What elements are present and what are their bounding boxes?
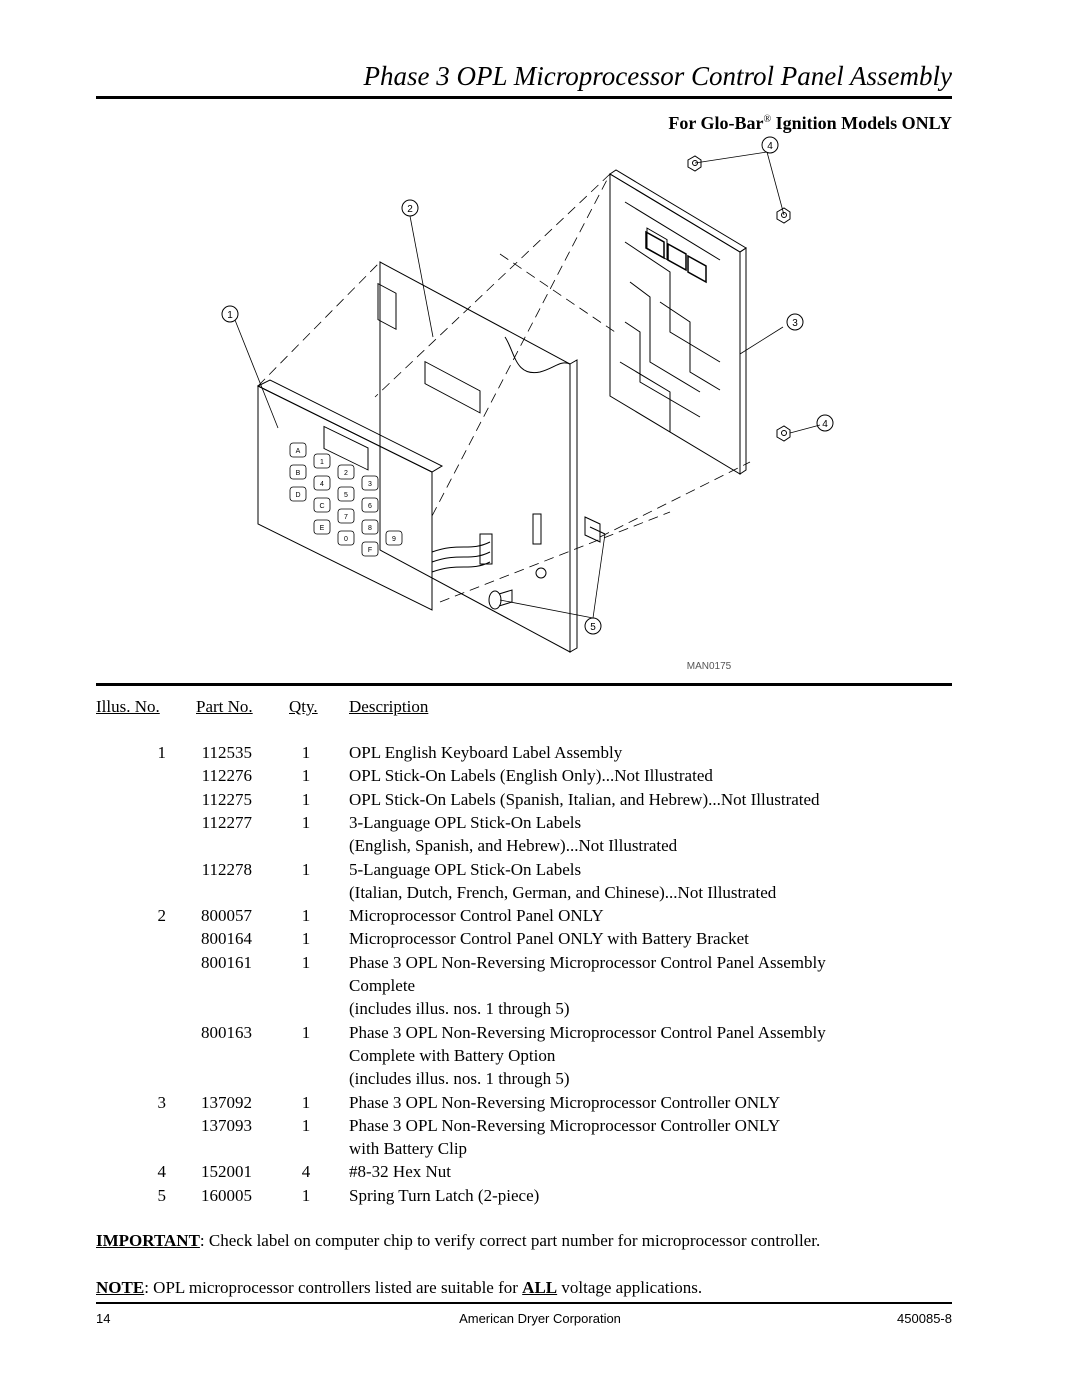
cell-part-no: 160005 <box>201 1185 252 1205</box>
cell-description: Phase 3 OPL Non-Reversing Microprocessor Controller ONLY <box>349 1092 781 1112</box>
hex-nut-bottom-right <box>777 426 790 441</box>
table-row <box>0 881 1080 904</box>
cell-part-no: 152001 <box>201 1162 252 1182</box>
hex-nut-top-right <box>777 208 790 223</box>
table-row <box>0 834 1080 857</box>
cell-qty: 1 <box>301 766 311 786</box>
keypad-key <box>362 498 378 512</box>
keypad-key-label: 6 <box>368 503 372 510</box>
cell-qty: 1 <box>301 859 311 879</box>
keypad-key-label: 8 <box>368 525 372 532</box>
callout-3: 3 <box>792 318 798 329</box>
table-row <box>0 904 1080 927</box>
header-illus-no: Illus. No. <box>96 697 160 716</box>
footer-rule <box>96 1302 952 1304</box>
important-label: IMPORTANT <box>96 1231 200 1250</box>
registered-mark: ® <box>763 114 772 125</box>
cell-qty: 1 <box>301 1115 311 1135</box>
cell-part-no: 112276 <box>201 766 252 786</box>
spring-turn-latch <box>489 517 605 609</box>
drawing-code: MAN0175 <box>686 661 732 672</box>
cell-description: with Battery Clip <box>349 1139 468 1159</box>
table-row <box>0 1114 1080 1137</box>
exploded-assembly-diagram <box>200 132 900 677</box>
control-panel <box>378 262 577 652</box>
header-description: Description <box>349 697 429 716</box>
cell-part-no: 800163 <box>201 1022 252 1042</box>
callout-5: 5 <box>590 622 596 633</box>
keypad-key-label: 2 <box>344 470 348 477</box>
keypad-key <box>338 509 354 523</box>
keypad-key <box>362 542 378 556</box>
cell-description: Complete with Battery Option <box>349 1045 556 1065</box>
cell-part-no: 800057 <box>201 906 252 926</box>
cell-description: 5-Language OPL Stick-On Labels <box>349 859 582 879</box>
keypad-key-label: A <box>295 448 301 455</box>
table-row <box>0 1184 1080 1207</box>
keypad-key-label: D <box>295 492 301 499</box>
note-text-1: : OPL microprocessor controllers listed are suitable for <box>144 1278 523 1297</box>
header-qty: Qty. <box>289 697 318 716</box>
important-text: : Check label on computer chip to verify correct part number for microprocessor controller. <box>199 1231 821 1250</box>
alignment-lines <box>258 174 750 602</box>
table-row <box>0 997 1080 1020</box>
page-subtitle <box>96 108 952 135</box>
cell-description: (includes illus. nos. 1 through 5) <box>349 999 570 1019</box>
callout-2: 2 <box>407 204 413 215</box>
cell-description: OPL Stick-On Labels (English Only)...Not Illustrated <box>349 766 713 786</box>
keypad-key <box>362 520 378 534</box>
cell-part-no: 112278 <box>201 859 252 879</box>
cell-illus-no: 5 <box>157 1185 166 1205</box>
keypad-key-label: C <box>319 503 325 510</box>
keypad-key <box>290 443 306 457</box>
keypad-key <box>314 476 330 490</box>
keypad-key-label: 0 <box>344 536 348 543</box>
table-row <box>0 1160 1080 1183</box>
leader-lines <box>235 152 820 618</box>
table-row <box>0 764 1080 787</box>
cell-qty: 1 <box>301 906 311 926</box>
cell-qty: 1 <box>301 952 311 972</box>
cell-description: Phase 3 OPL Non-Reversing Microprocessor Control Panel Assembly <box>349 1022 826 1042</box>
callout-4a: 4 <box>767 141 773 152</box>
document-number: 450085-8 <box>897 1311 952 1326</box>
subtitle-rest: Ignition Models ONLY <box>771 113 952 133</box>
cell-part-no: 800164 <box>201 929 252 949</box>
company-name: American Dryer Corporation <box>459 1311 621 1326</box>
cell-qty: 1 <box>301 812 311 832</box>
page-title: Phase 3 OPL Microprocessor Control Panel Assembly <box>363 61 952 91</box>
cell-illus-no: 3 <box>157 1092 166 1112</box>
cell-description: (includes illus. nos. 1 through 5) <box>349 1069 570 1089</box>
cell-description: #8-32 Hex Nut <box>349 1162 451 1182</box>
note-label: NOTE <box>96 1278 145 1297</box>
table-row <box>0 741 1080 764</box>
keypad-key-label: E <box>319 525 325 532</box>
cell-qty: 1 <box>301 1022 311 1042</box>
keypad-key-label: 9 <box>392 536 396 543</box>
cell-description: (English, Spanish, and Hebrew)...Not Illustrated <box>349 836 678 856</box>
general-note <box>96 1277 996 1299</box>
keypad-key <box>314 454 330 468</box>
keypad-key-label: 3 <box>368 481 372 488</box>
keypad <box>290 443 402 556</box>
table-row <box>0 1044 1080 1067</box>
cell-part-no: 112535 <box>201 743 252 762</box>
cell-description: Phase 3 OPL Non-Reversing Microprocessor Control Panel Assembly <box>349 952 826 972</box>
note-text-2: voltage applications. <box>557 1278 703 1297</box>
cell-description: Phase 3 OPL Non-Reversing Microprocessor Controller ONLY <box>349 1115 781 1135</box>
table-row <box>0 788 1080 811</box>
table-row <box>0 927 1080 950</box>
keypad-key <box>338 531 354 545</box>
keypad-key <box>290 487 306 501</box>
cell-description: 3-Language OPL Stick-On Labels <box>349 812 582 832</box>
cell-illus-no: 4 <box>157 1162 166 1182</box>
table-rule <box>96 683 952 686</box>
keypad-key <box>386 531 402 545</box>
callout-1: 1 <box>227 310 233 321</box>
cell-description: (Italian, Dutch, French, German, and Chinese)...Not Illustrated <box>349 882 777 902</box>
cell-description: Microprocessor Control Panel ONLY <box>349 906 604 926</box>
keypad-key-label: 5 <box>344 492 348 499</box>
table-row <box>0 1091 1080 1114</box>
keypad-key-label: 7 <box>344 514 348 521</box>
cell-qty: 4 <box>301 1162 311 1182</box>
keypad-key <box>362 476 378 490</box>
header-part-no: Part No. <box>196 697 253 716</box>
cell-part-no: 112275 <box>201 789 252 809</box>
keypad-key-label: F <box>367 547 373 554</box>
keypad-key-label: B <box>295 470 301 477</box>
keypad-key <box>290 465 306 479</box>
keypad-key <box>338 465 354 479</box>
cell-part-no: 800161 <box>201 952 252 972</box>
cell-qty: 1 <box>301 789 311 809</box>
page-number: 14 <box>96 1311 111 1326</box>
cell-qty: 1 <box>301 1185 311 1205</box>
cell-description: Microprocessor Control Panel ONLY with Battery Bracket <box>349 929 749 949</box>
callout-4b: 4 <box>822 419 828 430</box>
cell-description: Complete <box>349 976 416 995</box>
keyboard-label-assembly <box>258 380 492 610</box>
table-row <box>0 858 1080 881</box>
keypad-key-label: 4 <box>320 481 324 488</box>
keypad-key <box>314 498 330 512</box>
table-row <box>0 1021 1080 1044</box>
cell-qty: 1 <box>301 929 311 949</box>
cell-illus-no: 1 <box>157 743 166 762</box>
controller-board <box>610 170 746 474</box>
subtitle-main: For Glo-Bar <box>668 113 764 133</box>
cell-part-no: 137092 <box>201 1092 252 1112</box>
cell-description: OPL Stick-On Labels (Spanish, Italian, and Hebrew)...Not Illustrated <box>349 789 820 809</box>
table-row <box>0 974 1080 997</box>
cell-qty: 1 <box>301 743 311 762</box>
cell-part-no: 112277 <box>201 812 252 832</box>
cell-description: OPL English Keyboard Label Assembly <box>349 743 623 762</box>
hex-nut-top-left <box>688 156 701 171</box>
cell-part-no: 137093 <box>201 1115 252 1135</box>
cell-qty: 1 <box>301 1092 311 1112</box>
keypad-key <box>338 487 354 501</box>
cell-description: Spring Turn Latch (2-piece) <box>349 1185 540 1205</box>
title-rule <box>96 96 952 99</box>
table-row <box>0 811 1080 834</box>
keypad-key <box>314 520 330 534</box>
table-row <box>0 1067 1080 1090</box>
table-row <box>0 1137 1080 1160</box>
cell-illus-no: 2 <box>157 906 166 926</box>
note-all: ALL <box>522 1278 558 1297</box>
table-row <box>0 951 1080 974</box>
important-note <box>96 1230 996 1252</box>
keypad-key-label: 1 <box>320 459 324 466</box>
